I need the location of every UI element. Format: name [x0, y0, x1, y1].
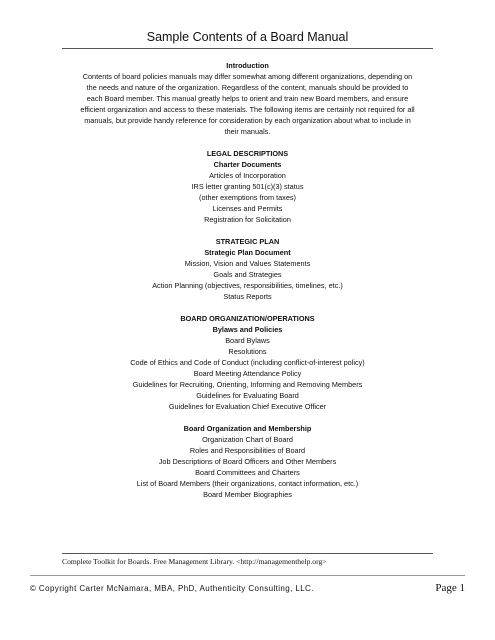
section-item: Goals and Strategies — [213, 270, 282, 279]
intro-line: their manuals. — [224, 127, 271, 136]
section-item: Articles of Incorporation — [209, 171, 286, 180]
intro-line: each Board member. This manual greatly helps to orient and train new Board members, and ensure — [86, 94, 409, 103]
section-strategic-plan — [54, 236, 441, 302]
section-legal-descriptions — [54, 148, 441, 225]
section-item: Status Reports — [223, 292, 272, 301]
section-item: List of Board Members (their organizations, contact information, etc.) — [136, 479, 359, 488]
page-number: Page 1 — [435, 582, 465, 594]
section-item: Guidelines for Evaluation Chief Executive Officer — [168, 402, 327, 411]
footer-divider — [62, 553, 433, 554]
section-item: Action Planning (objectives, responsibilities, timelines, etc.) — [152, 281, 343, 290]
footer-toolkit-line: Complete Toolkit for Boards. Free Management Library. <http://managementhelp.org> — [62, 557, 327, 566]
section-item: Roles and Responsibilities of Board — [189, 446, 306, 455]
section-item: IRS letter granting 501(c)(3) status — [191, 182, 304, 191]
section-heading: BOARD ORGANIZATION/OPERATIONS — [180, 314, 315, 323]
intro-heading: Introduction — [226, 61, 269, 70]
section-heading: STRATEGIC PLAN — [215, 237, 280, 246]
section-item: Board Committees and Charters — [195, 468, 300, 477]
section-item: Board Bylaws — [225, 336, 270, 345]
section-board-organization — [54, 313, 441, 412]
section-heading: LEGAL DESCRIPTIONS — [206, 149, 289, 158]
section-item: Board Member Biographies — [203, 490, 292, 499]
intro-line: Contents of board policies manuals may differ somewhat among different organizations, depending on — [82, 72, 413, 81]
section-item: Guidelines for Evaluating Board — [196, 391, 299, 400]
section-item: Organization Chart of Board — [202, 435, 293, 444]
page-title: Sample Contents of a Board Manual — [146, 30, 349, 44]
section-item: (other exemptions from taxes) — [199, 193, 296, 202]
section-board-membership — [54, 423, 441, 500]
section-item: Job Descriptions of Board Officers and Other Members — [158, 457, 337, 466]
section-item: Code of Ethics and Code of Conduct (including conflict-of-interest policy) — [130, 358, 365, 367]
intro-line: the needs and nature of the organization. Regardless of the content, manuals should be provided to — [86, 83, 409, 92]
copyright-notice: © Copyright Carter McNamara, MBA, PhD, Authenticity Consulting, LLC. — [30, 584, 314, 593]
section-item: Licenses and Permits — [212, 204, 283, 213]
copyright-divider — [30, 575, 465, 576]
document-body — [54, 60, 441, 500]
section-item: Registration for Solicitation — [204, 215, 291, 224]
intro-line: efficient organization and access to these materials. The following items are certainly not required for all — [80, 105, 415, 114]
section-item: Mission, Vision and Values Statements — [184, 259, 311, 268]
intro-line: manuals, but provide handy reference for consideration by each organization about what to include in — [84, 116, 411, 125]
section-subheading: Strategic Plan Document — [204, 248, 291, 257]
page-header — [62, 30, 433, 49]
section-item: Resolutions — [228, 347, 267, 356]
section-subheading: Bylaws and Policies — [212, 325, 283, 334]
intro-paragraph — [54, 71, 441, 137]
section-subheading: Board Organization and Membership — [183, 424, 312, 433]
section-subheading: Charter Documents — [213, 160, 282, 169]
section-item: Board Meeting Attendance Policy — [193, 369, 302, 378]
section-item: Guidelines for Recruiting, Orienting, Informing and Removing Members — [132, 380, 363, 389]
